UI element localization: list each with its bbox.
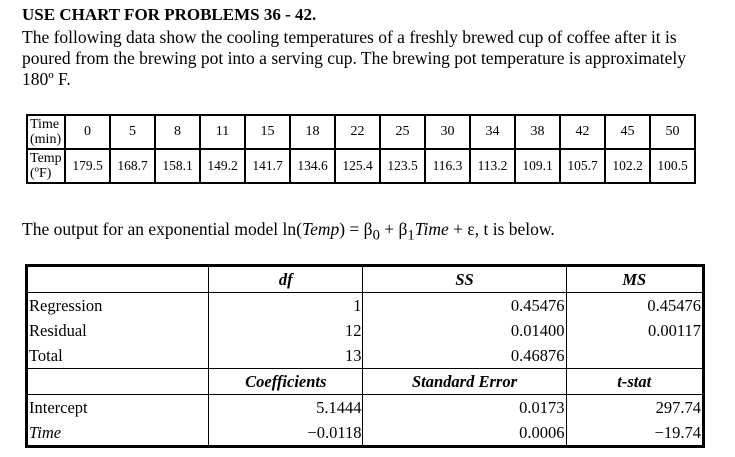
- coefficient-value: 5.1444: [209, 395, 363, 421]
- cooling-data-table: [26, 114, 696, 184]
- temp-cell: 149.2: [200, 149, 245, 183]
- model-text-suffix: + ε, t is below.: [448, 219, 555, 239]
- coef-row-intercept: [27, 395, 704, 421]
- temp-cell: 158.1: [155, 149, 200, 183]
- coefficient-value: −0.0118: [209, 420, 363, 447]
- time-cell: 0: [65, 115, 110, 149]
- temp-cell: 100.5: [650, 149, 695, 183]
- temp-cell: 102.2: [605, 149, 650, 183]
- temp-cell: 105.7: [560, 149, 605, 183]
- time-cell: 34: [470, 115, 515, 149]
- anova-header-row: [27, 266, 704, 293]
- ss-value: 0.45476: [363, 293, 566, 319]
- temp-cell: 109.1: [515, 149, 560, 183]
- anova-row-regression: [27, 293, 704, 319]
- ms-header: MS: [566, 266, 704, 293]
- temp-label: Temp: [30, 151, 62, 166]
- row-label: Regression: [27, 293, 209, 319]
- standard-error-value: 0.0173: [363, 395, 566, 421]
- time-cell: 25: [380, 115, 425, 149]
- temp-unit-label: (ºF): [30, 166, 52, 181]
- temp-cell: 113.2: [470, 149, 515, 183]
- temp-row: [27, 149, 695, 183]
- ms-value: [566, 343, 704, 369]
- temp-cell: 168.7: [110, 149, 155, 183]
- temp-cell: 125.4: [335, 149, 380, 183]
- temp-cell: 123.5: [380, 149, 425, 183]
- blank-header-cell: [27, 369, 209, 395]
- time-cell: 45: [605, 115, 650, 149]
- time-cell: 42: [560, 115, 605, 149]
- ss-header: SS: [363, 266, 566, 293]
- t-stat-value: 297.74: [655, 397, 701, 417]
- temp-cell: 141.7: [245, 149, 290, 183]
- model-text-prefix: The output for an exponential model ln(: [22, 219, 302, 239]
- df-value: 12: [209, 318, 363, 343]
- time-label: Time: [30, 117, 60, 132]
- model-var-temp: Temp: [301, 219, 340, 239]
- row-label: Intercept: [27, 395, 209, 421]
- t-stat-value: −19.74: [654, 422, 701, 442]
- row-label: Residual: [27, 318, 209, 343]
- model-text-eq: ) = β: [339, 219, 373, 239]
- coefficients-header: Coefficients: [209, 369, 363, 395]
- time-unit-label: (min): [30, 132, 62, 147]
- time-row: [27, 115, 695, 149]
- time-cell: 5: [110, 115, 155, 149]
- time-cell: 11: [200, 115, 245, 149]
- ms-value: 0.45476: [647, 295, 701, 315]
- df-value: 13: [209, 343, 363, 369]
- row-label: Total: [27, 343, 209, 369]
- ms-value: 0.00117: [647, 320, 701, 340]
- row-label: Time: [27, 420, 209, 447]
- standard-error-value: 0.0006: [363, 420, 566, 447]
- model-var-time: Time: [414, 219, 449, 239]
- temp-cell: 179.5: [65, 149, 110, 183]
- df-header: df: [209, 266, 363, 293]
- anova-row-total: [27, 343, 704, 369]
- ss-value: 0.46876: [363, 343, 566, 369]
- problem-heading: USE CHART FOR PROBLEMS 36 - 42.: [22, 5, 317, 24]
- intro-paragraph: The following data show the cooling temperatures of a freshly brewed cup of coffee after it is poured from the brewing pot into a serving cup. The brewing pot temperature is approximately 180º F.: [22, 27, 687, 89]
- temp-row-header: [27, 149, 65, 183]
- standard-error-header: Standard Error: [363, 369, 566, 395]
- ss-value: 0.01400: [363, 318, 566, 343]
- time-cell: 15: [245, 115, 290, 149]
- time-cell: 50: [650, 115, 695, 149]
- time-cell: 22: [335, 115, 380, 149]
- coef-row-time: [27, 420, 704, 447]
- model-text-plus: + β: [379, 219, 408, 239]
- time-cell: 8: [155, 115, 200, 149]
- model-description: [22, 219, 555, 245]
- regression-output-table: [25, 264, 705, 448]
- df-value: 1: [209, 293, 363, 319]
- temp-cell: 134.6: [290, 149, 335, 183]
- t-stat-header: t-stat: [566, 369, 704, 395]
- blank-header-cell: [27, 266, 209, 293]
- temp-cell: 116.3: [425, 149, 470, 183]
- anova-row-residual: [27, 318, 704, 343]
- time-cell: 18: [290, 115, 335, 149]
- time-cell: 38: [515, 115, 560, 149]
- beta0-subscript: 0: [372, 227, 380, 244]
- beta1-subscript: 1: [407, 227, 415, 244]
- time-cell: 30: [425, 115, 470, 149]
- time-row-header: [27, 115, 65, 149]
- coef-header-row: [27, 369, 704, 395]
